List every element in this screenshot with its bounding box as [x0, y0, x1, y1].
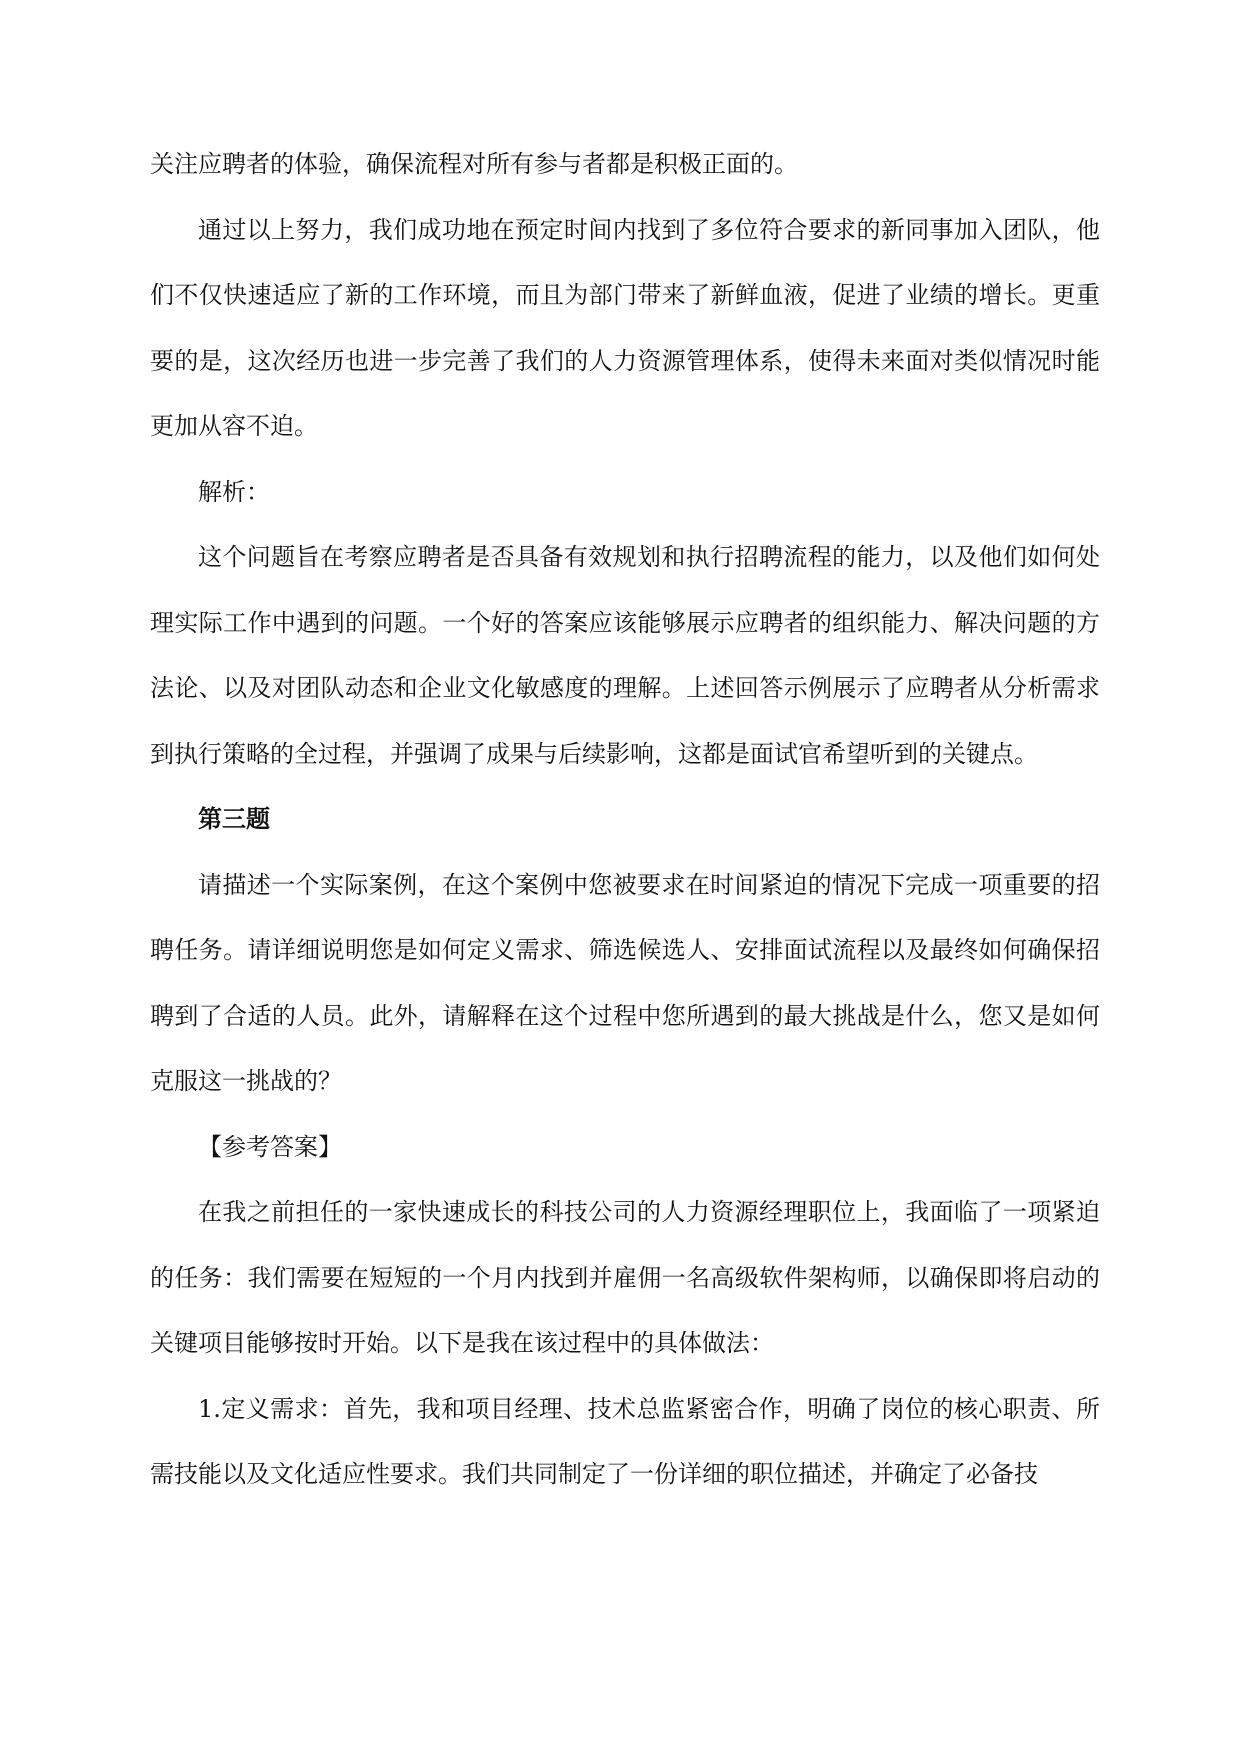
paragraph-answer-intro: 在我之前担任的一家快速成长的科技公司的人力资源经理职位上，我面临了一项紧迫的任务：我们需要在短短的一个月内找到并雇佣一名高级软件架构师，以确保即将启动的关键项目能够按时开始。以下是我在该过程中的具体做法： — [150, 1198, 1100, 1357]
document-body — [150, 132, 1100, 1508]
paragraph-step-1: 1.定义需求：首先，我和项目经理、技术总监紧密合作，明确了岗位的核心职责、所需技能以及文化适应性要求。我们共同制定了一份详细的职位描述，并确定了必备技 — [150, 1394, 1100, 1488]
question-heading: 第三题 — [198, 805, 270, 833]
analysis-label: 解析： — [198, 477, 270, 506]
paragraph-analysis: 这个问题旨在考察应聘者是否具备有效规划和执行招聘流程的能力，以及他们如何处理实际工作中遇到的问题。一个好的答案应该能够展示应聘者的组织能力、解决问题的方法论、以及对团队动态和企业文化敏感度的理解。上述回答示例展示了应聘者从分析需求到执行策略的全过程，并强调了成果与后续影响，这都是面试官希望听到的关键点。 — [150, 543, 1100, 768]
paragraph-continuation: 关注应聘者的体验，确保流程对所有参与者都是积极正面的。 — [150, 150, 798, 178]
reference-answer-label: 【参考答案】 — [198, 1132, 342, 1161]
paragraph-question: 请描述一个实际案例，在这个案例中您被要求在时间紧迫的情况下完成一项重要的招聘任务。请详细说明您是如何定义需求、筛选候选人、安排面试流程以及最终如何确保招聘到了合适的人员。此外，请解释在这个过程中您所遇到的最大挑战是什么，您又是如何克服这一挑战的？ — [150, 870, 1100, 1095]
paragraph-results: 通过以上努力，我们成功地在预定时间内找到了多位符合要求的新同事加入团队，他们不仅快速适应了新的工作环境，而且为部门带来了新鲜血液，促进了业绩的增长。更重要的是，这次经历也进一步完善了我们的人力资源管理体系，使得未来面对类似情况时能更加从容不迫。 — [150, 215, 1100, 440]
